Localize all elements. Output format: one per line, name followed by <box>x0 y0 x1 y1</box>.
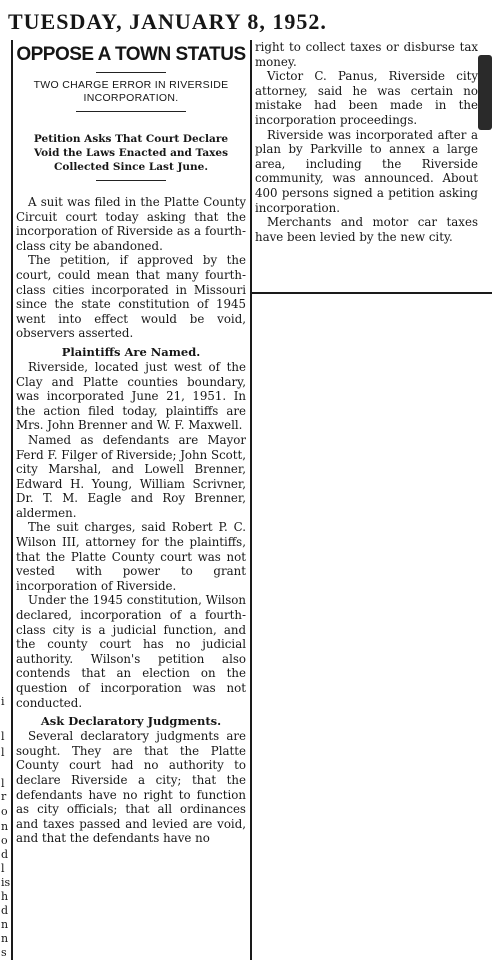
fragment-letter: h <box>1 890 9 903</box>
article-end-rule <box>251 292 492 294</box>
paragraph: Named as defendants are Mayor Ferd F. Filger of Riverside; John Scott, city Marshal, and Lowell Brenner, Edward H. Young, William Scrivner, Dr. T. M. Eagle and Roy Brenner, aldermen. <box>16 432 246 520</box>
column-rule-left <box>11 40 13 960</box>
fragment-letter: n <box>1 918 9 931</box>
deck-2: Petition Asks That Court Declare Void the Laws Enacted and Taxes Collected Since Last June. <box>33 133 229 173</box>
paragraph: Several declaratory judgments are sought. They are that the Platte County court had no authority to declare Riverside a city; that the defendants have no right to function as city officials; that all ordinances and taxes passed and levied are void, and that the defendants have no <box>16 729 246 846</box>
fragment-letter: o <box>1 805 8 818</box>
headline-rule <box>96 72 166 73</box>
fragment-letter: is <box>1 876 10 889</box>
subhead-plaintiffs: Plaintiffs Are Named. <box>61 344 201 359</box>
paragraph: Victor C. Panus, Riverside city attorney, said he was certain no mistake had been made in the incorporation proceedings. <box>255 69 478 127</box>
deck-rule <box>96 180 166 181</box>
paragraph: A suit was filed in the Platte County Circuit court today asking that the incorporation of Riverside as a fourth-class city be abandoned. <box>16 195 246 253</box>
dateline: TUESDAY, JANUARY 8, 1952. <box>8 9 327 34</box>
paragraph: The suit charges, said Robert P. C. Wilson III, attorney for the plaintiffs, that the Platte County court was not vested with power to grant incorporation of Riverside. <box>16 520 246 593</box>
fragment-letter: l <box>1 746 5 759</box>
article-body <box>16 729 246 846</box>
deck-1: TWO CHARGE ERROR IN RIVERSIDE INCORPORATION. <box>33 79 229 104</box>
adjacent-column-fragment <box>0 40 10 960</box>
fragment-letter: i <box>1 695 5 708</box>
fragment-letter: l <box>1 730 5 743</box>
article-body <box>16 195 246 341</box>
fragment-letter: s <box>1 946 7 959</box>
fragment-letter: l <box>1 862 5 875</box>
column-rule-middle <box>250 40 252 960</box>
paragraph: The petition, if approved by the court, could mean that many fourth-class cities incorporated in Missouri since the state constitution of 1945 went into effect would be void, observers asserted. <box>16 253 246 341</box>
article-column-1 <box>16 40 246 958</box>
article-column-2 <box>255 40 478 292</box>
print-smudge <box>478 55 492 130</box>
paragraph: Riverside, located just west of the Clay and Platte counties boundary, was incorporated June 21, 1951. In the action filed today, plaintiffs are Mrs. John Brenner and W. F. Maxwell. <box>16 359 246 433</box>
paragraph: Merchants and motor car taxes have been levied by the new city. <box>255 215 478 244</box>
headline: OPPOSE A TOWN STATUS <box>16 44 246 65</box>
paragraph: right to collect taxes or disburse tax money. <box>255 40 478 69</box>
fragment-letter: d <box>1 848 9 861</box>
paragraph: Riverside was incorporated after a plan by Parkville to annex a large area, including the Riverside community, was announced. About 400 persons signed a petition asking incorporation. <box>255 127 478 215</box>
fragment-letter: n <box>1 820 9 833</box>
fragment-letter: d <box>1 904 9 917</box>
paragraph: Under the 1945 constitution, Wilson declared, incorporation of a fourth-class city is a judicial function, and the county court has no judicial authority. Wilson's petition also contends that an election on the question of incorporation was not conducted. <box>16 593 246 710</box>
article-body <box>255 40 478 244</box>
fragment-letter: r <box>1 790 7 803</box>
deck-rule <box>76 111 186 112</box>
article-body <box>16 360 246 710</box>
fragment-letter: n <box>1 932 9 945</box>
fragment-letter: o <box>1 834 8 847</box>
subhead-declaratory: Ask Declaratory Judgments. <box>40 714 222 729</box>
fragment-letter: l <box>1 777 5 790</box>
